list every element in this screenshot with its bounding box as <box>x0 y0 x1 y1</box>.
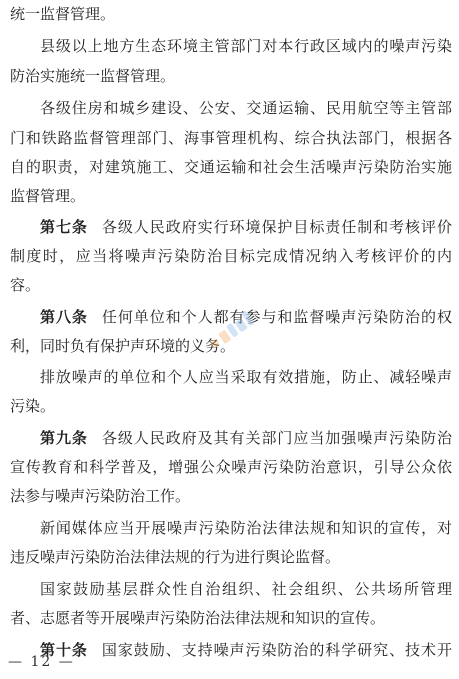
text-line: 容。 <box>10 276 41 294</box>
article-text: 国家鼓励、支持噪声污染防治的科学研究、技术开 <box>101 641 452 659</box>
text-line: 利，同时负有保护声环境的义务。 <box>10 337 236 355</box>
article-7-first-line <box>40 217 452 237</box>
article-10-first-line <box>40 640 452 660</box>
article-heading: 第八条 <box>40 308 88 326</box>
text-line: 污染。 <box>10 397 56 415</box>
page-number: — 12 — <box>8 654 75 670</box>
article-9-first-line <box>40 428 452 448</box>
article-text: 各级人民政府及其有关部门应当加强噪声污染防治 <box>101 429 452 447</box>
article-heading: 第九条 <box>40 429 88 447</box>
text-line: 制度时，应当将噪声污染防治目标完成情况纳入考核评价的内 <box>10 247 452 265</box>
text-line: 违反噪声污染防治法律法规的行为进行舆论监督。 <box>10 548 341 566</box>
text-line: 各级住房和城乡建设、公安、交通运输、民用航空等主管部 <box>40 99 452 117</box>
article-heading: 第七条 <box>40 218 88 236</box>
text-line: 者、志愿者等开展噪声污染防治法律法规和知识的宣传。 <box>10 609 386 627</box>
text-line: 监督管理。 <box>10 187 86 205</box>
article-text: 各级人民政府实行环境保护目标责任制和考核评价 <box>101 218 452 236</box>
text-line: 统一监督管理。 <box>10 5 116 23</box>
text-line: 宣传教育和科学普及，增强公众噪声污染防治意识，引导公众依 <box>10 458 452 476</box>
article-heading: 第十条 <box>40 641 88 659</box>
article-text: 任何单位和个人都有参与和监督噪声污染防治的权 <box>101 308 452 326</box>
text-line: 门和铁路监督管理部门、海事管理机构、综合执法部门，根据各 <box>10 129 452 147</box>
text-line: 排放噪声的单位和个人应当采取有效措施，防止、减轻噪声 <box>40 368 452 386</box>
text-line: 国家鼓励基层群众性自治组织、社会组织、公共场所管理 <box>40 580 452 598</box>
text-line: 法参与噪声污染防治工作。 <box>10 487 191 505</box>
text-line: 新闻媒体应当开展噪声污染防治法律法规和知识的宣传，对 <box>40 519 452 537</box>
text-line: 县级以上地方生态环境主管部门对本行政区域内的噪声污染 <box>40 37 452 55</box>
text-line: 自的职责，对建筑施工、交通运输和社会生活噪声污染防治实施 <box>10 158 452 176</box>
article-8-first-line <box>40 307 452 327</box>
text-line: 防治实施统一监督管理。 <box>10 67 176 85</box>
